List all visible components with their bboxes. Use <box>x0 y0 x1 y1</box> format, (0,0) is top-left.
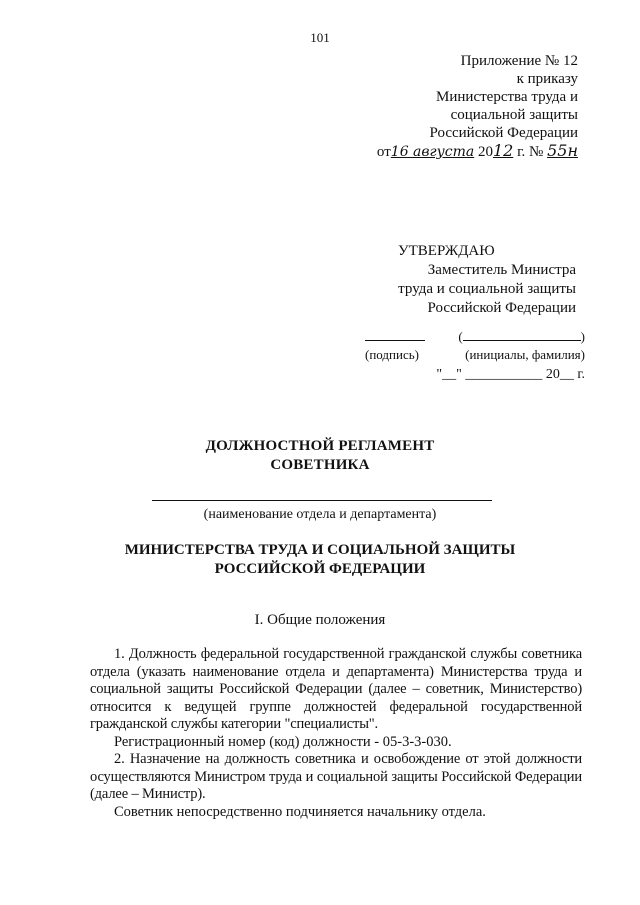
order-number-prefix: г. № <box>517 144 544 160</box>
approval-head: УТВЕРЖДАЮ <box>398 243 495 259</box>
page-number: 101 <box>310 30 330 45</box>
order-year-prefix: 20 <box>477 144 493 160</box>
approval-line: Российской Федерации <box>427 300 576 316</box>
title-line: ДОЛЖНОСТНОЙ РЕГЛАМЕНТ <box>205 438 435 454</box>
annex-line: Министерства труда и <box>436 89 578 105</box>
paragraph: Регистрационный номер (код) должности - 05-3-3-030. <box>114 733 452 750</box>
department-caption: (наименование отдела и департамента) <box>203 507 437 522</box>
section-title: I. Общие положения <box>254 612 386 628</box>
document-title <box>0 437 640 475</box>
annex-line: социальной защиты <box>450 107 578 123</box>
annex-block <box>377 52 578 161</box>
document-body <box>90 646 582 821</box>
order-ref-prefix: от <box>376 144 391 160</box>
annex-line: Российской Федерации <box>429 125 578 141</box>
name-caption: (инициалы, фамилия) <box>465 347 585 362</box>
annex-line: Приложение № 12 <box>460 53 578 69</box>
order-reference <box>377 142 578 161</box>
handwritten-year: 12 <box>492 141 514 160</box>
signature-caption: (подпись) <box>365 347 419 362</box>
signature-block <box>365 326 585 383</box>
handwritten-order-number: 55н <box>547 141 578 160</box>
approval-date-line: "__" ___________ 20__ г. <box>436 367 585 382</box>
paragraph: 2. Назначение на должность советника и освобождение от этой должности осуществляются Министром труда и социальной защиты Российской Федерации (далее – Министр). <box>90 751 582 802</box>
approval-line: труда и социальной защиты <box>398 281 576 297</box>
title-line: СОВЕТНИКА <box>270 457 370 473</box>
handwritten-date: 16 августа <box>390 144 475 160</box>
department-name-line <box>152 500 492 501</box>
ministry-line: РОССИЙСКОЙ ФЕДЕРАЦИИ <box>214 561 426 577</box>
signature-captions <box>365 347 585 363</box>
approval-line: Заместитель Министра <box>427 262 576 278</box>
signature-line <box>365 326 425 341</box>
paragraph: Советник непосредственно подчиняется начальнику отдела. <box>114 803 486 820</box>
approval-block <box>356 242 576 318</box>
signature-lines <box>365 326 585 345</box>
ministry-title <box>0 541 640 579</box>
paragraph: 1. Должность федеральной государственной гражданской службы советника отдела (указать наименование отдела и департамента) Министерства труда и социальной защиты Российской Федерации (далее – советник, Министерство) относится к ведущей группе должностей федеральной государственной гражданской службы категории "специалисты". <box>90 646 582 732</box>
annex-line: к приказу <box>516 71 578 87</box>
ministry-line: МИНИСТЕРСТВА ТРУДА И СОЦИАЛЬНОЙ ЗАЩИТЫ <box>124 542 516 558</box>
name-line: ( ) <box>458 326 585 345</box>
